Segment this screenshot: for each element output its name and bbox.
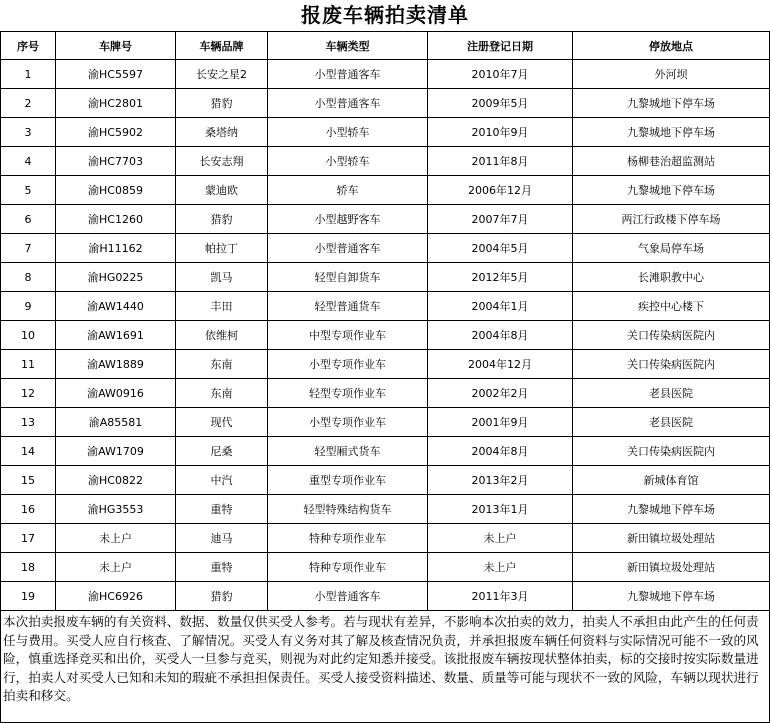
- cell-plate: 渝HC5902: [56, 118, 176, 147]
- cell-brand: 丰田: [176, 292, 268, 321]
- cell-type: 小型专项作业车: [268, 350, 428, 379]
- cell-reg-date: 2013年2月: [428, 466, 573, 495]
- cell-type: 轻型自卸货车: [268, 263, 428, 292]
- cell-plate: 渝HC6926: [56, 582, 176, 611]
- cell-index: 14: [1, 437, 56, 466]
- cell-index: 17: [1, 524, 56, 553]
- cell-reg-date: 2007年7月: [428, 205, 573, 234]
- cell-reg-date: 2004年5月: [428, 234, 573, 263]
- cell-index: 7: [1, 234, 56, 263]
- cell-index: 8: [1, 263, 56, 292]
- table-row: [1, 118, 770, 147]
- cell-plate: 渝AW0916: [56, 379, 176, 408]
- cell-location: 九黎城地下停车场: [573, 582, 770, 611]
- cell-brand: 长安之星2: [176, 60, 268, 89]
- note-row: [1, 611, 770, 723]
- table-row: [1, 292, 770, 321]
- table-row: [1, 495, 770, 524]
- cell-location: 新城体育馆: [573, 466, 770, 495]
- cell-location: 长滩职教中心: [573, 263, 770, 292]
- table-row: [1, 379, 770, 408]
- cell-plate: 渝HC2801: [56, 89, 176, 118]
- header-type: 车辆类型: [268, 32, 428, 60]
- cell-type: 重型专项作业车: [268, 466, 428, 495]
- cell-brand: 长安志翔: [176, 147, 268, 176]
- cell-index: 6: [1, 205, 56, 234]
- cell-location: 九黎城地下停车场: [573, 118, 770, 147]
- cell-index: 9: [1, 292, 56, 321]
- cell-type: 小型专项作业车: [268, 408, 428, 437]
- cell-reg-date: 2010年9月: [428, 118, 573, 147]
- cell-plate: 渝A85581: [56, 408, 176, 437]
- cell-location: 九黎城地下停车场: [573, 89, 770, 118]
- header-brand: 车辆品牌: [176, 32, 268, 60]
- cell-brand: 重特: [176, 495, 268, 524]
- sheet-title: 报废车辆拍卖清单: [301, 3, 469, 27]
- cell-location: 疾控中心楼下: [573, 292, 770, 321]
- cell-type: 轻型特殊结构货车: [268, 495, 428, 524]
- cell-location: 杨柳巷治超监测站: [573, 147, 770, 176]
- cell-index: 16: [1, 495, 56, 524]
- cell-reg-date: 未上户: [428, 553, 573, 582]
- cell-location: 气象局停车场: [573, 234, 770, 263]
- cell-location: 九黎城地下停车场: [573, 176, 770, 205]
- cell-brand: 蒙迪欧: [176, 176, 268, 205]
- cell-type: 小型轿车: [268, 147, 428, 176]
- cell-brand: 依维柯: [176, 321, 268, 350]
- cell-type: 中型专项作业车: [268, 321, 428, 350]
- table-row: [1, 176, 770, 205]
- cell-brand: 帕拉丁: [176, 234, 268, 263]
- cell-index: 1: [1, 60, 56, 89]
- cell-reg-date: 2006年12月: [428, 176, 573, 205]
- cell-reg-date: 2011年3月: [428, 582, 573, 611]
- cell-index: 10: [1, 321, 56, 350]
- cell-index: 11: [1, 350, 56, 379]
- cell-plate: 未上户: [56, 553, 176, 582]
- header-index: 序号: [1, 32, 56, 60]
- table-row: [1, 524, 770, 553]
- cell-plate: 渝AW1889: [56, 350, 176, 379]
- table-row: [1, 263, 770, 292]
- cell-reg-date: 2001年9月: [428, 408, 573, 437]
- cell-reg-date: 2011年8月: [428, 147, 573, 176]
- table-row: [1, 321, 770, 350]
- table-row: [1, 437, 770, 466]
- cell-plate: 渝AW1691: [56, 321, 176, 350]
- cell-reg-date: 2010年7月: [428, 60, 573, 89]
- cell-plate: 渝HC1260: [56, 205, 176, 234]
- cell-index: 19: [1, 582, 56, 611]
- table-row: [1, 60, 770, 89]
- cell-reg-date: 2004年8月: [428, 321, 573, 350]
- cell-brand: 凯马: [176, 263, 268, 292]
- cell-type: 特种专项作业车: [268, 553, 428, 582]
- cell-brand: 迪马: [176, 524, 268, 553]
- cell-type: 小型普通客车: [268, 89, 428, 118]
- cell-brand: 猎豹: [176, 582, 268, 611]
- cell-brand: 中汽: [176, 466, 268, 495]
- cell-brand: 重特: [176, 553, 268, 582]
- cell-type: 小型普通客车: [268, 60, 428, 89]
- cell-location: 新田镇垃圾处理站: [573, 524, 770, 553]
- cell-plate: 渝H11162: [56, 234, 176, 263]
- cell-brand: 东南: [176, 350, 268, 379]
- cell-location: 九黎城地下停车场: [573, 495, 770, 524]
- disclaimer-note: 本次拍卖报废车辆的有关资料、数据、数量仅供买受人参考。若与现状有差异，不影响本次拍卖的效力，拍卖人不承担由此产生的任何责任与费用。买受人应自行核查、了解情况。买受人有义务对其了解及核查情况负责，并承担报废车辆任何资料与实际情况可能不一致的风险，慎重选择竞买和出价，买受人一旦参与竞买，则视为对此约定知悉并接受。该批报废车辆按现状整体拍卖，标的交接时按实际数量进行，拍卖人对买受人已知和未知的瑕疵不承担担保责任。买受人接受资料描述、数量、质量等可能与现状不一致的风险，车辆以现状进行拍卖和移交。: [1, 611, 770, 723]
- cell-brand: 现代: [176, 408, 268, 437]
- cell-plate: 渝HC0859: [56, 176, 176, 205]
- cell-type: 小型普通客车: [268, 234, 428, 263]
- cell-plate: 渝AW1709: [56, 437, 176, 466]
- cell-reg-date: 2002年2月: [428, 379, 573, 408]
- cell-index: 4: [1, 147, 56, 176]
- cell-type: 小型轿车: [268, 118, 428, 147]
- cell-type: 轻型厢式货车: [268, 437, 428, 466]
- cell-location: 老县医院: [573, 408, 770, 437]
- cell-index: 15: [1, 466, 56, 495]
- cell-reg-date: 2009年5月: [428, 89, 573, 118]
- cell-location: 外河坝: [573, 60, 770, 89]
- vehicle-table: [0, 31, 770, 723]
- table-body: [1, 60, 770, 611]
- cell-plate: 渝HG0225: [56, 263, 176, 292]
- cell-brand: 东南: [176, 379, 268, 408]
- cell-index: 2: [1, 89, 56, 118]
- table-row: [1, 582, 770, 611]
- cell-reg-date: 2012年5月: [428, 263, 573, 292]
- cell-type: 轿车: [268, 176, 428, 205]
- cell-brand: 尼桑: [176, 437, 268, 466]
- cell-plate: 渝AW1440: [56, 292, 176, 321]
- cell-location: 两江行政楼下停车场: [573, 205, 770, 234]
- cell-brand: 猎豹: [176, 89, 268, 118]
- cell-reg-date: 2004年8月: [428, 437, 573, 466]
- cell-location: 关口传染病医院内: [573, 321, 770, 350]
- cell-type: 轻型专项作业车: [268, 379, 428, 408]
- header-plate: 车牌号: [56, 32, 176, 60]
- cell-brand: 桑塔纳: [176, 118, 268, 147]
- cell-type: 特种专项作业车: [268, 524, 428, 553]
- cell-index: 12: [1, 379, 56, 408]
- table-row: [1, 147, 770, 176]
- table-row: [1, 466, 770, 495]
- cell-type: 小型普通客车: [268, 582, 428, 611]
- table-row: [1, 234, 770, 263]
- table-row: [1, 89, 770, 118]
- cell-location: 关口传染病医院内: [573, 350, 770, 379]
- cell-plate: 渝HG3553: [56, 495, 176, 524]
- cell-index: 5: [1, 176, 56, 205]
- cell-location: 关口传染病医院内: [573, 437, 770, 466]
- cell-index: 18: [1, 553, 56, 582]
- cell-plate: 渝HC7703: [56, 147, 176, 176]
- cell-type: 小型越野客车: [268, 205, 428, 234]
- cell-reg-date: 2004年1月: [428, 292, 573, 321]
- cell-reg-date: 未上户: [428, 524, 573, 553]
- table-header-row: [1, 32, 770, 60]
- table-row: [1, 350, 770, 379]
- cell-location: 新田镇垃圾处理站: [573, 553, 770, 582]
- cell-plate: 未上户: [56, 524, 176, 553]
- cell-brand: 猎豹: [176, 205, 268, 234]
- header-location: 停放地点: [573, 32, 770, 60]
- cell-plate: 渝HC5597: [56, 60, 176, 89]
- table-row: [1, 553, 770, 582]
- cell-reg-date: 2013年1月: [428, 495, 573, 524]
- table-row: [1, 205, 770, 234]
- cell-plate: 渝HC0822: [56, 466, 176, 495]
- cell-reg-date: 2004年12月: [428, 350, 573, 379]
- cell-location: 老县医院: [573, 379, 770, 408]
- header-reg-date: 注册登记日期: [428, 32, 573, 60]
- cell-type: 轻型普通货车: [268, 292, 428, 321]
- table-row: [1, 408, 770, 437]
- cell-index: 13: [1, 408, 56, 437]
- cell-index: 3: [1, 118, 56, 147]
